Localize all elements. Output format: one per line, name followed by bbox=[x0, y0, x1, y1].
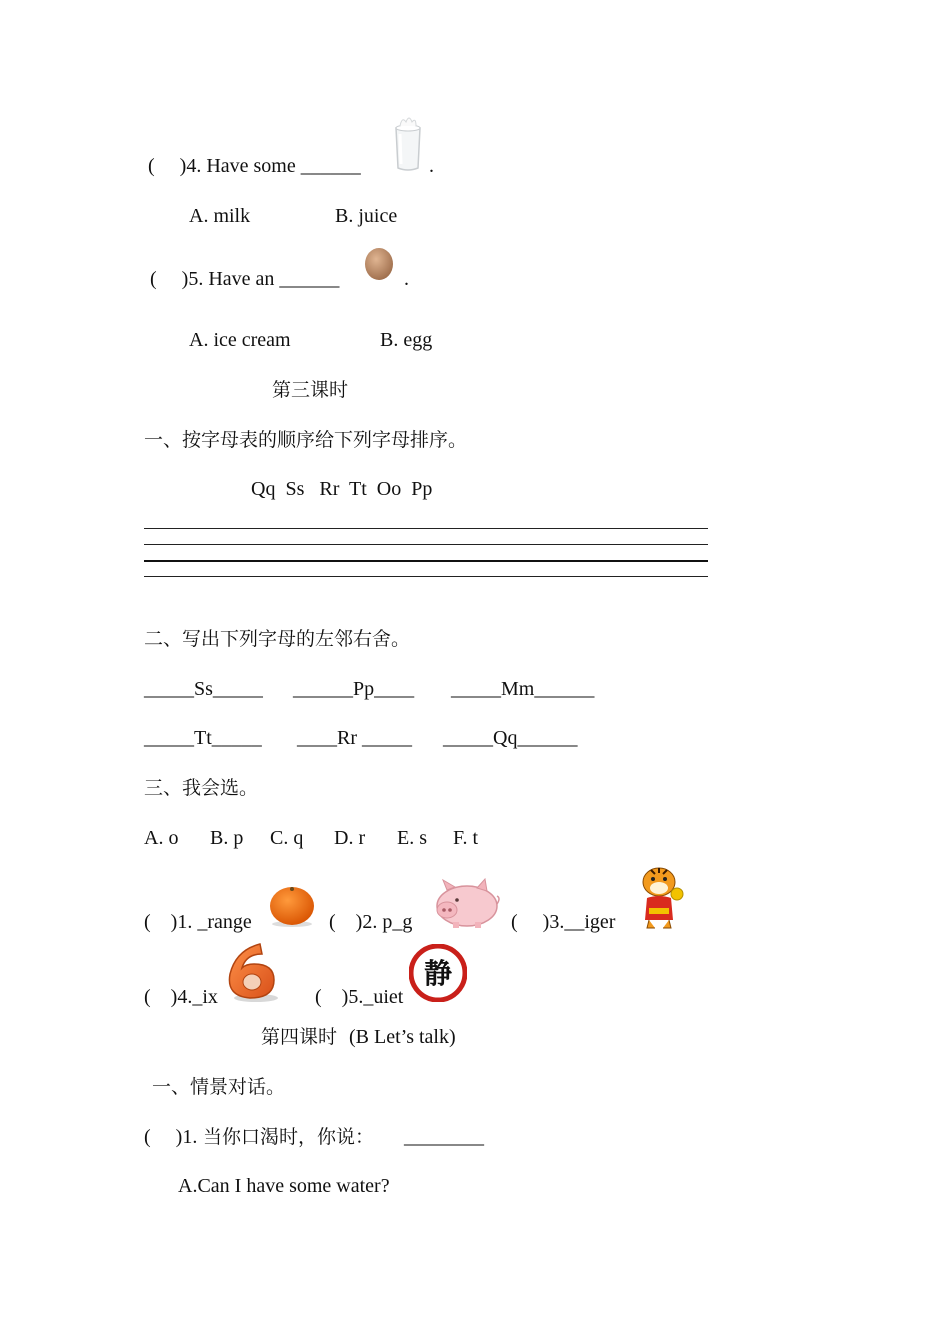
question-4-option-b: B. juice bbox=[335, 205, 398, 227]
orange-icon bbox=[268, 884, 316, 928]
number-six-icon bbox=[222, 940, 284, 1004]
question-5-option-b: B. egg bbox=[380, 329, 433, 351]
writing-line-2 bbox=[144, 544, 708, 545]
question-5-stem: ( )5. Have an ______ bbox=[150, 268, 340, 290]
choice-option-c: C. q bbox=[270, 827, 304, 849]
section-2-heading: 二、写出下列字母的左邻右舍。 bbox=[144, 628, 411, 650]
question-4-stem: ( )4. Have some ______ bbox=[148, 155, 361, 177]
dialogue-section-heading: 一、情景对话。 bbox=[152, 1076, 286, 1098]
dialogue-question-1-number: ( )1. bbox=[144, 1126, 198, 1148]
pig-icon bbox=[425, 878, 501, 930]
section-1-heading: 一、按字母表的顺序给下列字母排序。 bbox=[144, 429, 468, 451]
lesson-4-title-en: (B Let’s talk) bbox=[349, 1026, 456, 1048]
choice-item-2: ( )2. p_g bbox=[329, 911, 413, 933]
choice-item-3: ( )3.__iger bbox=[511, 911, 616, 933]
neighbors-qq: _____Qq______ bbox=[443, 727, 578, 749]
writing-line-3 bbox=[144, 560, 708, 562]
dialogue-question-1-option-a: A.Can I have some water? bbox=[178, 1175, 390, 1197]
question-4-option-a: A. milk bbox=[189, 205, 251, 227]
question-4-period: . bbox=[429, 155, 434, 177]
section-3-heading: 三、我会选。 bbox=[144, 777, 259, 799]
dialogue-question-1-blank: ________ bbox=[404, 1126, 484, 1148]
neighbors-rr: ____Rr _____ bbox=[297, 727, 412, 749]
neighbors-tt: _____Tt_____ bbox=[144, 727, 262, 749]
choice-option-f: F. t bbox=[453, 827, 479, 849]
neighbors-ss: _____Ss_____ bbox=[144, 678, 263, 700]
writing-line-4 bbox=[144, 576, 708, 577]
choice-option-d: D. r bbox=[334, 827, 366, 849]
question-5-period: . bbox=[404, 268, 409, 290]
milk-glass-icon bbox=[388, 114, 428, 174]
choice-option-b: B. p bbox=[210, 827, 244, 849]
neighbors-pp: ______Pp____ bbox=[293, 678, 415, 700]
letters-to-sort: Qq Ss Rr Tt Oo Pp bbox=[251, 478, 433, 500]
choice-option-a: A. o bbox=[144, 827, 179, 849]
neighbors-mm: _____Mm______ bbox=[451, 678, 595, 700]
egg-icon bbox=[362, 246, 396, 282]
quiet-sign-character: 静 bbox=[423, 957, 453, 990]
choice-option-e: E. s bbox=[397, 827, 427, 849]
lesson-3-title: 第三课时 bbox=[272, 379, 349, 401]
quiet-sign-icon bbox=[409, 944, 467, 1002]
choice-item-5: ( )5._uiet bbox=[315, 986, 404, 1008]
dialogue-question-1-prompt: 当你口渴时，你说： bbox=[203, 1126, 375, 1148]
question-5-option-a: A. ice cream bbox=[189, 329, 291, 351]
choice-item-1: ( )1. _range bbox=[144, 911, 252, 933]
writing-line-1 bbox=[144, 528, 708, 529]
lesson-4-title-cn: 第四课时 bbox=[261, 1026, 338, 1048]
tiger-icon bbox=[635, 864, 687, 930]
choice-item-4: ( )4._ix bbox=[144, 986, 218, 1008]
